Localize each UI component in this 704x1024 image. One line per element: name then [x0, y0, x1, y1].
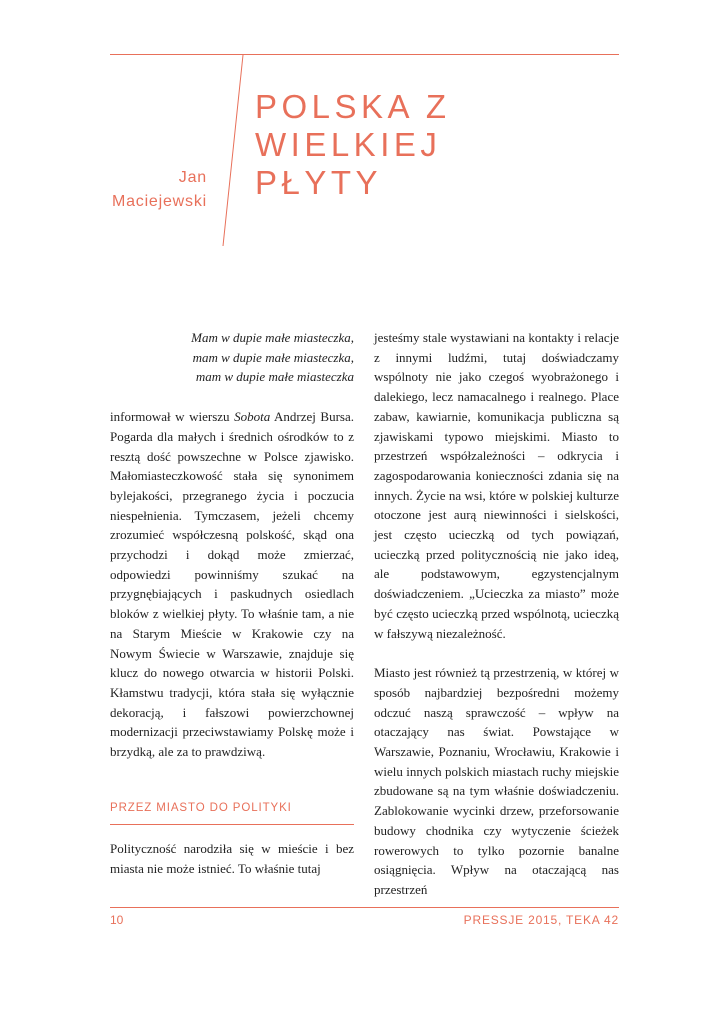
- author-first-name: Jan: [178, 169, 207, 186]
- bottom-rule: [110, 907, 619, 908]
- paragraph-text: Andrzej Bursa. Pogarda dla małych i średnich ośrodków to z resztą dość powszechne w Polsce zjawisko. Małomiasteczkowość stała się synonimem bylejakości, przegranego życia i poczucia niespełnienia. Tymczasem, jeżeli chcemy zrozumieć współczesną polskość, skąd ona przychodzi i dokąd może zmierzać, odpowiedzi powinniśmy szukać na przygnębiających i paskudnych osiedlach bloków z wielkiej płyty. To właśnie tam, a nie na Starym Mieście w Krakowie czy na Nowym Świecie w Warszawie, znajduje się klucz do nowego otwarcia w historii Polski. Kłamstwu tradycji, która stała się wyłącznie dekoracją, i fałszowi powierzchownej modernizacji przeciwstawiamy Polskę może i brzydką, ale za to prawdziwą.: [110, 409, 355, 760]
- epigraph: [110, 328, 354, 387]
- title-line-1: POLSKA Z WIELKIEJ: [255, 88, 451, 163]
- body-paragraph: Polityczność narodziła się w mieście i bez miasta nie może istnieć. To właśnie tutaj: [110, 841, 354, 877]
- running-footer: PRESSJE 2015, TEKA 42: [463, 913, 619, 927]
- paragraph-gap: [374, 643, 619, 663]
- epigraph-line: Mam w dupie małe miasteczka,: [191, 330, 354, 345]
- epigraph-line: mam w dupie małe miasteczka: [195, 369, 354, 385]
- section-heading: PRZEZ MIASTO DO POLITYKI: [110, 799, 354, 826]
- article-title: [255, 88, 635, 202]
- poem-title: Sobota: [234, 409, 271, 425]
- body-paragraph: [110, 407, 354, 762]
- author-last-name: Maciejewski: [111, 193, 207, 210]
- title-line-2: PŁYTY: [255, 164, 383, 201]
- right-column: [374, 328, 619, 900]
- paragraph-text: informował w wierszu: [110, 409, 235, 425]
- body-paragraph: jesteśmy stale wystawiani na kontakty i relacje z innymi ludźmi, tutaj doświadczamy wspólnoty nie jako czegoś wyobrażonego i dalekiego, lecz namacalnego i realnego. Place zabaw, kawiarnie, komunikacja publiczna są zjawiskami typowo miejskimi. Miasto to przestrzeń współzależności – odkrycia i zagospodarowania konieczności zdania się na innych. Życie na wsi, które w polskiej kulturze otoczone jest aurą niewinności i sielskości, jest często ucieczką od tych powiązań, ucieczką przed politycznością nie jako ideą, ale podstawowym, egzystencjalnym doświadczeniem. „Ucieczka za miasto” może być często ucieczką przed wspólnotą, ucieczką w fałszywą niezależność.: [374, 330, 619, 641]
- body-paragraph: Miasto jest również tą przestrzenią, w której w sposób najbardziej bezpośredni możemy odczuć naszą sprawczość – wpływ na otaczający nas świat. Powstające w Warszawie, Poznaniu, Wrocławiu, Krakowie i wielu innych polskich miastach ruchy miejskie zbudowane są na tym właśnie doświadczeniu. Zablokowanie wycinki drzew, przeforsowanie budowy chodnika czy wytyczenie ścieżek rowerowych to tylko pozornie banalne osiągnięcia. Wpływ na otaczającą nas przestrzeń: [374, 665, 619, 897]
- left-column: [110, 328, 354, 879]
- page-number: 10: [110, 913, 124, 927]
- author-name: [60, 166, 207, 214]
- epigraph-line: mam w dupie małe miasteczka,: [192, 349, 354, 365]
